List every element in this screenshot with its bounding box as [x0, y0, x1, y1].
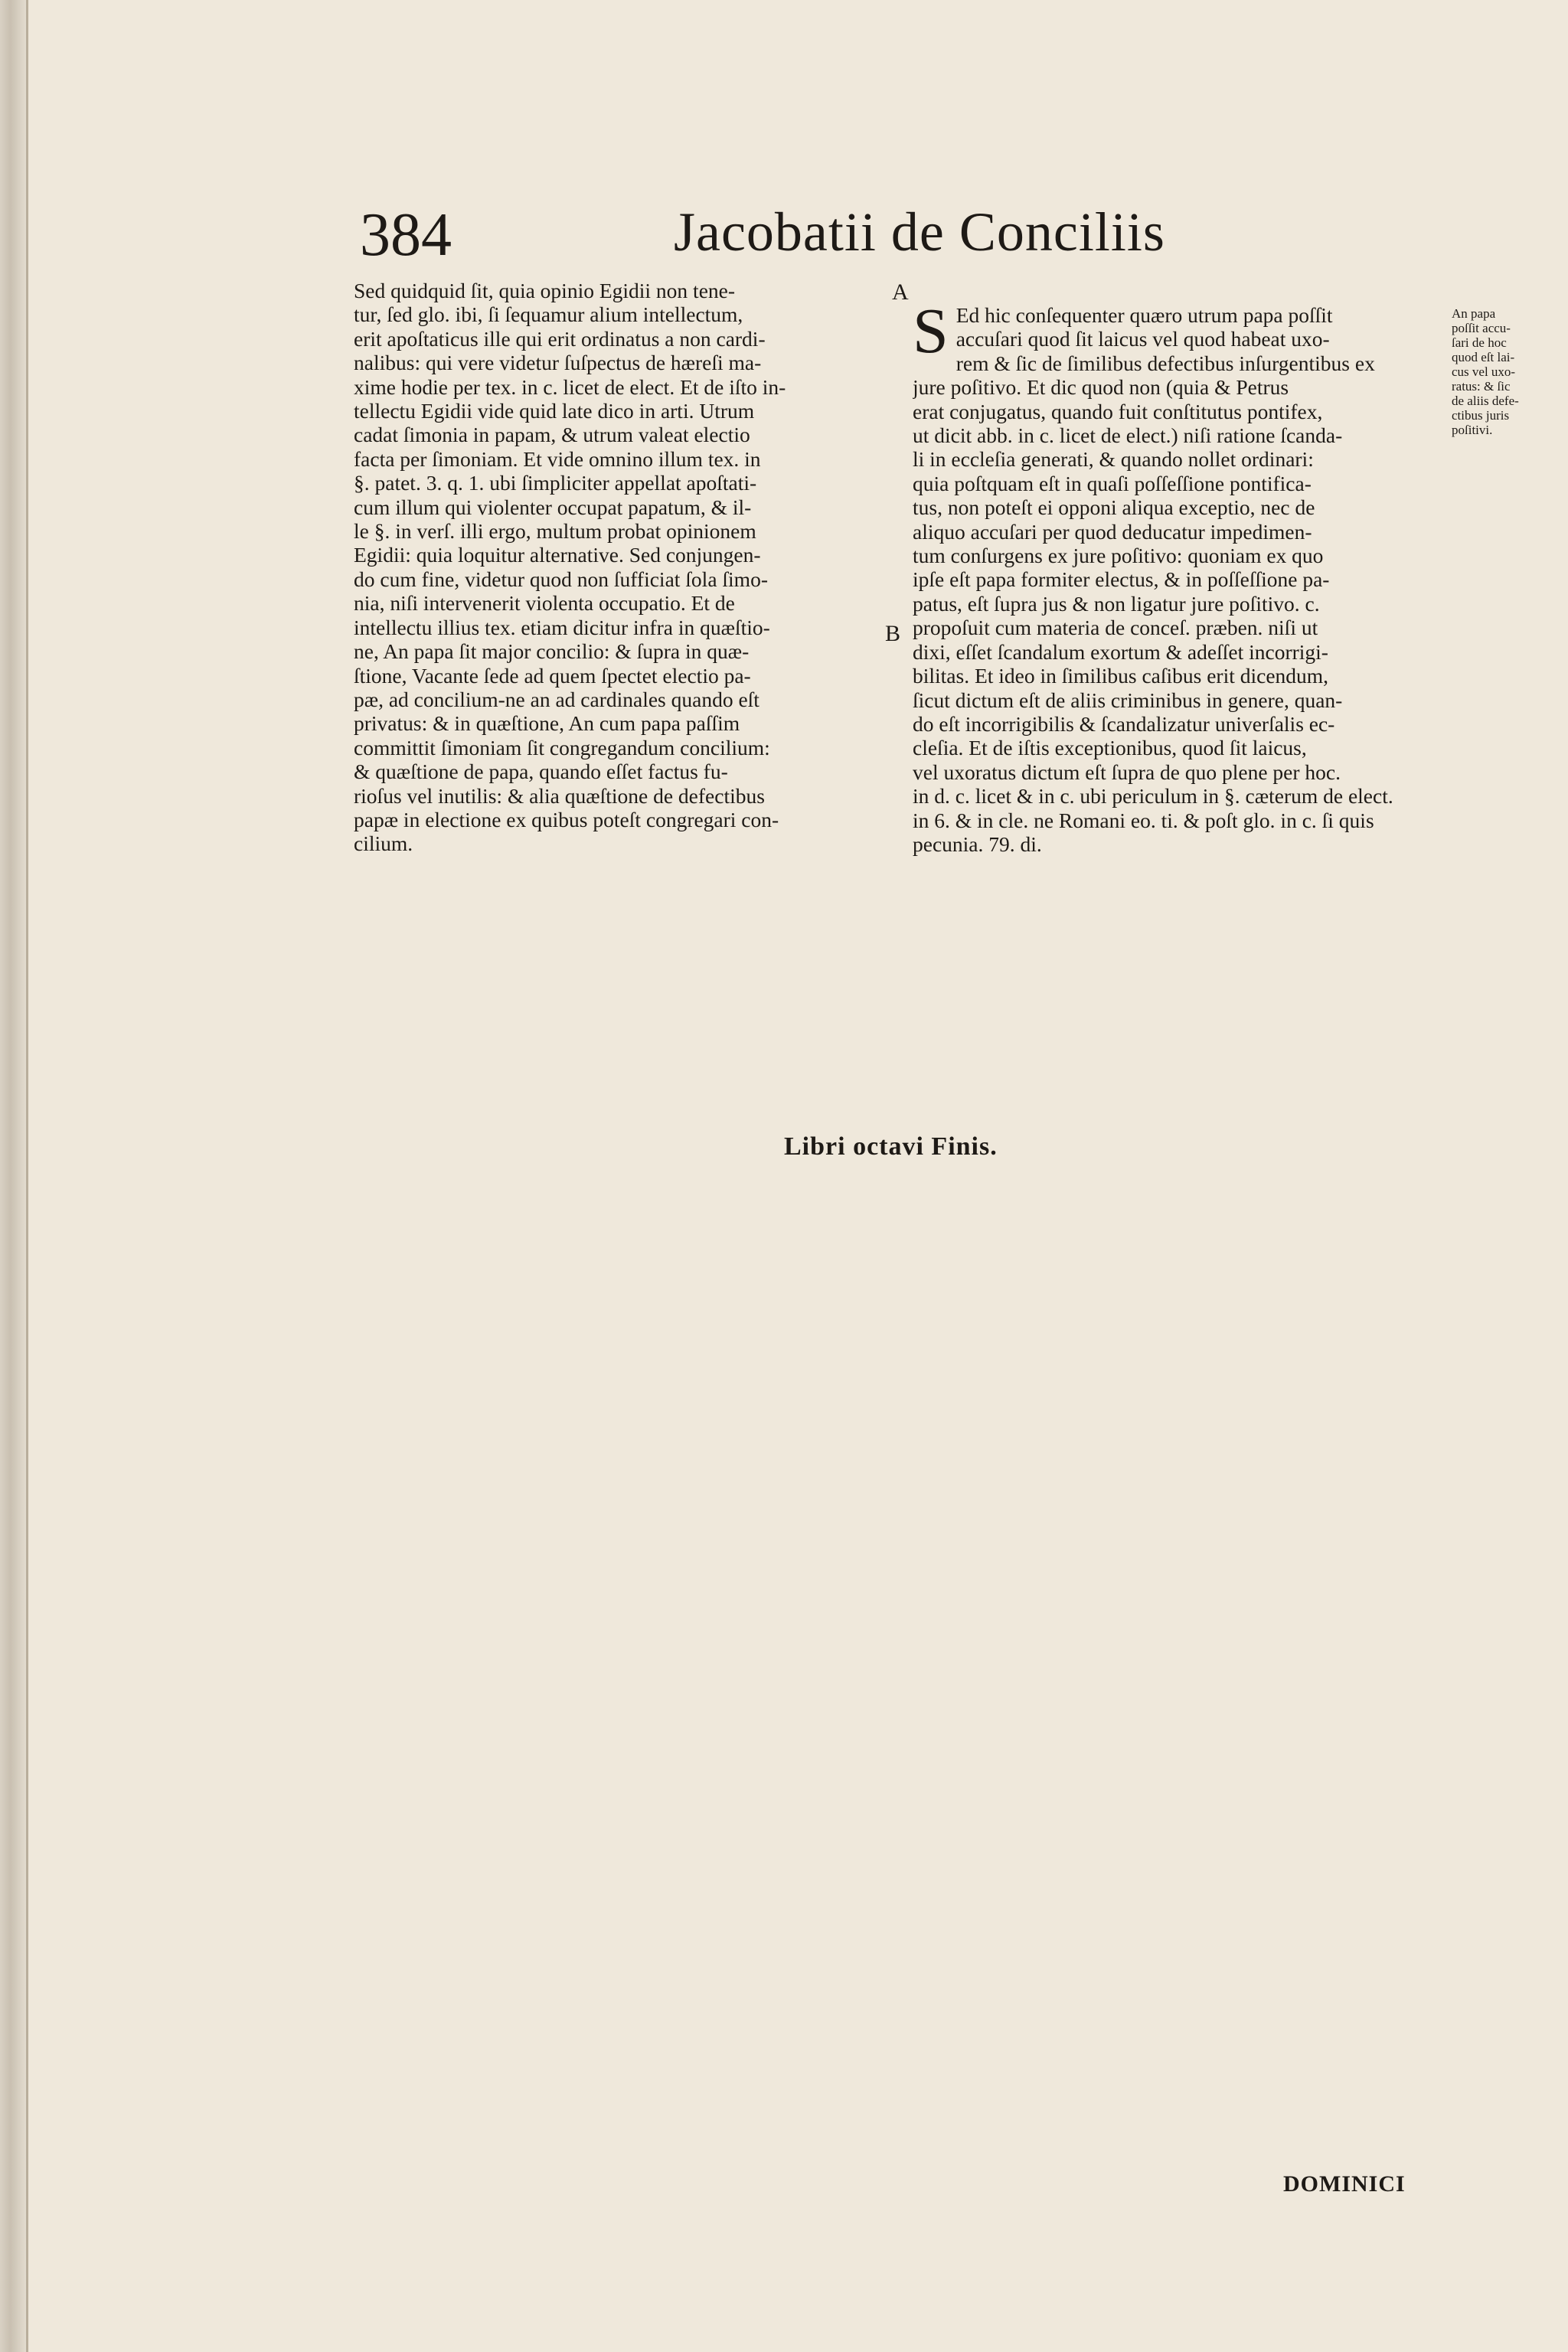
left-column-line: cum illum qui violenter occupat papatum, & il-: [354, 495, 752, 519]
right-column-line: bilitas. Et ideo in ſimilibus caſibus erit dicendum,: [913, 664, 1329, 688]
right-column-line: dixi, eſſet ſcandalum exortum & adeſſet incorrigi-: [913, 639, 1328, 664]
marginal-note-line: poſitivi.: [1452, 423, 1493, 437]
left-column-line: rioſus vel inutilis: & alia quæſtione de defectibus: [354, 783, 765, 808]
left-column-line: cilium.: [354, 831, 413, 856]
right-column-line: pecunia. 79. di.: [913, 831, 1042, 856]
right-column-line: ipſe eſt papa formiter electus, & in poſſeſſione pa-: [913, 567, 1330, 592]
left-column-line: facta per ſimoniam. Et vide omnino illum tex. in: [354, 446, 761, 471]
left-column-line: do cum fine, videtur quod non ſufficiat ſola ſimo-: [354, 567, 768, 591]
left-column-line: ſtione, Vacante ſede ad quem ſpectet electio pa-: [354, 663, 751, 688]
left-column-line: xime hodie per tex. in c. licet de elect. Et de iſto in-: [354, 374, 786, 399]
drop-cap: S: [913, 296, 949, 367]
right-column-line: Ed hic conſequenter quæro utrum papa poſſit: [956, 303, 1333, 327]
marginal-note-line: cus vel uxo-: [1452, 364, 1516, 379]
right-column-line: tum conſurgens ex jure poſitivo: quoniam ex quo: [913, 544, 1324, 568]
left-column-line: privatus: & in quæſtione, An cum papa paſſim: [354, 711, 740, 736]
right-column-line: propoſuit cum materia de conceſ. præben. niſi ut: [913, 616, 1318, 640]
left-column-line: ne, An papa ſit major concilio: & ſupra in quæ-: [354, 639, 750, 664]
right-column-line: ut dicit abb. in c. licet de elect.) niſi ratione ſcanda-: [913, 423, 1343, 448]
marginal-note-line: ſari de hoc: [1452, 335, 1507, 350]
right-column-line: ſicut dictum eſt de aliis criminibus in genere, quan-: [913, 688, 1343, 712]
book-end-colophon: Libri octavi Finis.: [784, 1132, 998, 1161]
left-column-line: pæ, ad concilium-ne an ad cardinales quando eſt: [354, 687, 760, 711]
running-title: Jacobatii de Conciliis: [674, 201, 1165, 263]
left-column-line: cadat ſimonia in papam, & utrum valeat electio: [354, 423, 750, 447]
right-column-line: jure poſitivo. Et dic quod non (quia & Petrus: [913, 375, 1289, 400]
right-column-line: erat conjugatus, quando fuit conſtitutus pontifex,: [913, 399, 1323, 423]
marginal-note-line: poſſit accu-: [1452, 321, 1511, 335]
right-column-line: patus, eſt ſupra jus & non ligatur jure poſitivo. c.: [913, 591, 1320, 616]
right-column-line: do eſt incorrigibilis & ſcandalizatur univerſalis ec-: [913, 711, 1335, 736]
gutter-edge: [26, 0, 28, 2352]
binding-gutter: [0, 0, 26, 2352]
left-column-line: erit apoſtaticus ille qui erit ordinatus a non cardi-: [354, 326, 766, 351]
right-column-line: in 6. & in cle. ne Romani eo. ti. & poſt glo. in c. ſi quis: [913, 808, 1374, 832]
left-column-line: intellectu illius tex. etiam dicitur infra in quæſtio-: [354, 615, 770, 639]
right-column-line: in d. c. licet & in c. ubi periculum in §. cæterum de elect.: [913, 784, 1393, 808]
marginal-note-line: ratus: & ſic: [1452, 379, 1511, 394]
right-column-line: tus, non poteſt ei opponi aliqua exceptio, nec de: [913, 495, 1315, 520]
marginal-note-line: ctibus juris: [1452, 408, 1510, 423]
right-column-text: [913, 296, 1441, 856]
left-column-line: nalibus: qui vere videtur ſuſpectus de hæreſi ma-: [354, 351, 762, 375]
right-column-line: accuſari quod ſit laicus vel quod habeat uxo-: [956, 327, 1330, 351]
right-column-line: rem & ſic de ſimilibus defectibus inſurgentibus ex: [956, 351, 1375, 375]
left-column-line: §. patet. 3. q. 1. ubi ſimpliciter appellat apoſtati-: [354, 471, 757, 495]
left-column-line: nia, niſi intervenerit violenta occupatio. Et de: [354, 591, 735, 616]
catchword: DOMINICI: [1283, 2171, 1406, 2197]
right-column-line: cleſia. Et de iſtis exceptionibus, quod ſit laicus,: [913, 736, 1307, 760]
marginal-note-line: quod eſt lai-: [1452, 350, 1515, 364]
left-column-line: tur, ſed glo. ibi, ſi ſequamur alium intellectum,: [354, 302, 743, 327]
left-column-line: le §. in verſ. illi ergo, multum probat opinionem: [354, 519, 756, 544]
section-marker-b: B: [885, 621, 901, 646]
left-column-line: Sed quidquid ſit, quia opinio Egidii non tene-: [354, 279, 736, 302]
section-marker-a: A: [892, 279, 909, 305]
left-column-line: papæ in electione ex quibus poteſt congregari con-: [354, 807, 779, 831]
left-column-line: committit ſimoniam ſit congregandum concilium:: [354, 735, 770, 760]
left-column-line: Egidii: quia loquitur alternative. Sed conjungen-: [354, 543, 761, 567]
right-column-line: aliquo accuſari per quod deducatur impedimen-: [913, 519, 1312, 544]
page-number: 384: [360, 201, 452, 269]
right-column-line: quia poſtquam eſt in quaſi poſſeſſione pontifica-: [913, 471, 1312, 495]
left-column-line: tellectu Egidii vide quid late dico in arti. Utrum: [354, 399, 755, 423]
marginal-note-line: de aliis defe-: [1452, 394, 1519, 408]
marginal-note-line: An papa: [1452, 306, 1496, 321]
right-column-line: vel uxoratus dictum eſt ſupra de quo plene per hoc.: [913, 760, 1341, 784]
marginal-note: [1452, 306, 1551, 437]
right-column-line: li in eccleſia generati, & quando nollet ordinari:: [913, 447, 1314, 472]
left-column-text: [354, 279, 890, 856]
left-column-line: & quæſtione de papa, quando eſſet factus fu-: [354, 760, 728, 784]
